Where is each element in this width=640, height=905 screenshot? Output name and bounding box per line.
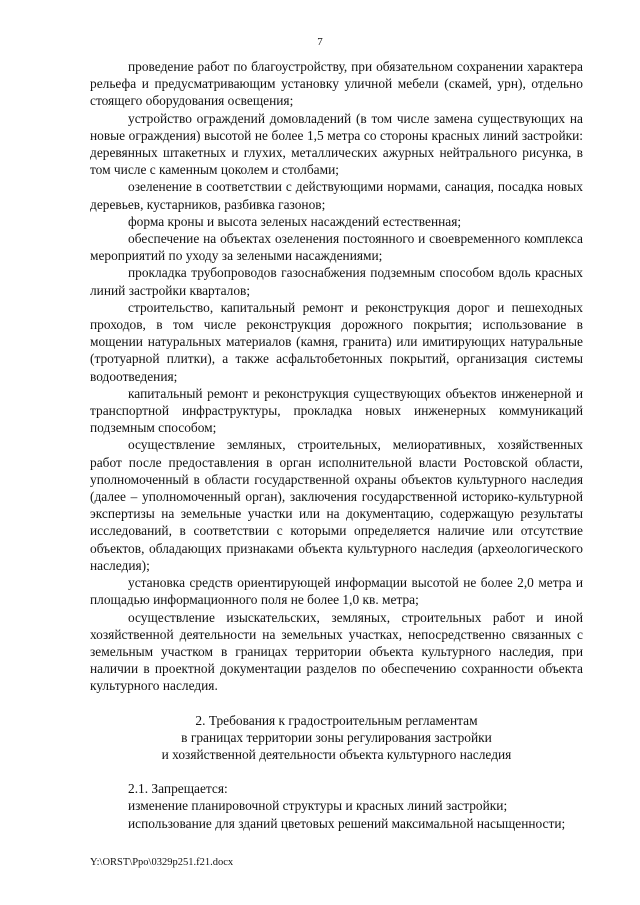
document-body [90,58,583,832]
prohibition-item-colors: использование для зданий цветовых решений максимальной насыщенности; [128,815,566,831]
prohibition-item-planning: изменение планировочной структуры и красных линий застройки; [128,798,508,814]
paragraph-landscaping: проведение работ по благоустройству, при обязательном сохранении характера рельефа и предусматривающим установку уличной мебели (скамей, урн), отдельно стоящего оборудования освещения; [90,59,583,109]
paragraph-infrastructure: капитальный ремонт и реконструкция существующих объектов инженерной и транспортной инфраструктуры, прокладка новых инженерных коммуникаций подземным способом; [90,385,583,436]
section-heading [90,712,583,764]
paragraph-crown-form: форма кроны и высота зеленых насаждений естественная; [128,213,462,229]
page-number: 7 [317,36,323,48]
section-heading-line-1: 2. Требования к градостроительным регламентам [195,712,478,728]
subsection-title: 2.1. Запрещается: [128,781,228,797]
paragraph-survey-works: осуществление изыскательских, земляных, строительных работ и иной хозяйственной деятельности на земельных участках, непосредственно связанных с земельным участком в границах территории объекта культурного наследия, при наличии в проектной документации разделов по обеспечению сохранности объекта культурного наследия. [90,609,583,694]
paragraph-maintenance: обеспечение на объектах озеленения постоянного и своевременного комплекса мероприятий по уходу за зелеными насаждениями; [90,231,583,264]
paragraph-greening: озеленение в соответствии с действующими нормами, санация, посадка новых деревьев, кустарников, разбивка газонов; [90,179,583,212]
paragraph-signage: установка средств ориентирующей информации высотой не более 2,0 метра и площадью информационного поля не более 1,0 кв. метра; [90,575,583,608]
file-path-footer: Y:\ORST\Ppo\0329p251.f21.docx [90,857,234,868]
section-heading-line-2: в границах территории зоны регулирования застройки [181,729,492,745]
section-heading-line-3: и хозяйственной деятельности объекта культурного наследия [161,746,512,762]
paragraph-gas-pipelines: прокладка трубопроводов газоснабжения подземным способом вдоль красных линий застройки кварталов; [90,265,583,298]
paragraph-roads: строительство, капитальный ремонт и реконструкция дорог и пешеходных проходов, в том числе реконструкция дорожного покрытия; использование в мощении натуральных материалов (камня, гранита) или имитирующих натуральные (тротуарной плитки), а также асфальтобетонных покрытий, организация системы водоотведения; [90,299,583,384]
paragraph-fences: устройство ограждений домовладений (в том числе замена существующих на новые ограждения) высотой не более 1,5 метра со стороны красных линий застройки: деревянных штакетных и глухих, металлических ажурных нейтрального рисунка, в том числе с каменным цоколем и столбами; [90,110,583,178]
paragraph-earthworks: осуществление земляных, строительных, мелиоративных, хозяйственных работ после предоставления в орган исполнительной власти Ростовской области, уполномоченный в области государственной охраны объектов культурного наследия (далее – уполномоченный орган), заключения государственной историко-культурной экспертизы на земельные участки или на документацию, содержащую результаты исследований, в соответствии с которыми определяется наличие или отсутствие объектов, обладающих признаками объекта культурного наследия (археологического наследия); [90,437,583,573]
